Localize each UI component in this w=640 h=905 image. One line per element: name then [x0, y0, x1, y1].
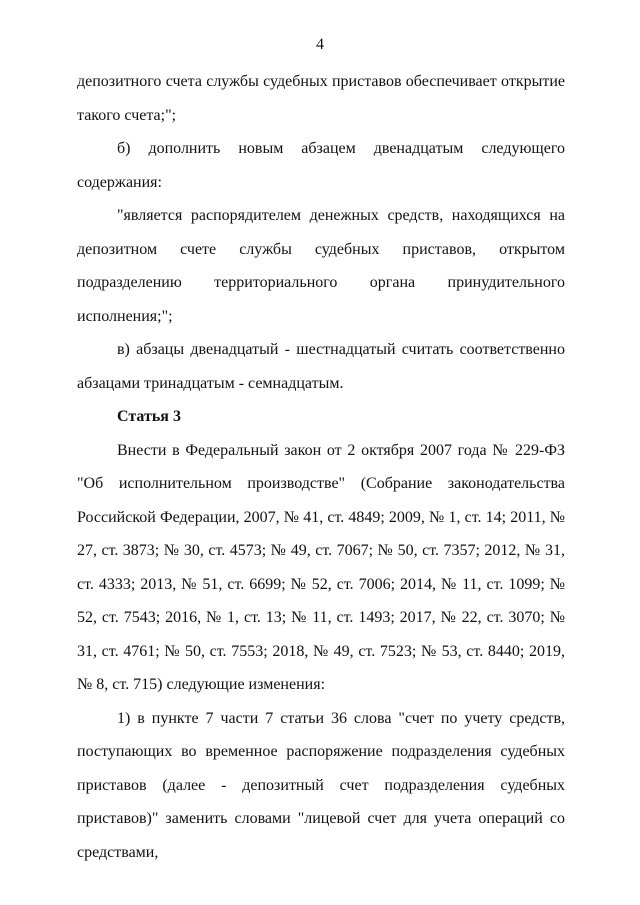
article-heading: Статья 3 [117, 408, 181, 425]
paragraph-quoted-text: "является распорядителем денежных средств, находящихся на депозитном счете службы судебных приставов, открытом подразделению территориального органа принудительного исполнения;"; [77, 207, 565, 325]
document-body [77, 65, 565, 869]
paragraph-article-intro: Внести в Федеральный закон от 2 октября 2007 года № 229-ФЗ "Об исполнительном производстве" (Собрание законодательства Российской Федерации, 2007, № 41, ст. 4849; 2009, № 1, ст. 14; 2011, № 27, ст. 3873; № 30, ст. 4573; № 49, ст. 7067; № 50, ст. 7357; 2012, № 31, ст. 4333; 2013, № 51, ст. 6699; № 52, ст. 7006; 2014, № 11, ст. 1099; № 52, ст. 7543; 2016, № 1, ст. 13; № 11, ст. 1493; 2017, № 22, ст. 3070; № 31, ст. 4761; № 50, ст. 7553; 2018, № 49, ст. 7523; № 53, ст. 8440; 2019, № 8, ст. 715) следующие изменения: [77, 441, 565, 693]
paragraph-amendment-v: в) абзацы двенадцатый - шестнадцатый считать соответственно абзацами тринадцатым - семнадцатым. [77, 341, 565, 392]
paragraph-item-1: 1) в пункте 7 части 7 статьи 36 слова "счет по учету средств, поступающих во временное распоряжение подразделения судебных приставов (далее - депозитный счет подразделения судебных приставов)" заменить словами "лицевой счет для учета операций со средствами, [77, 709, 565, 861]
page-number: 4 [316, 36, 324, 53]
paragraph-amendment-b: б) дополнить новым абзацем двенадцатым следующего содержания: [77, 140, 565, 191]
paragraph-continuation: депозитного счета службы судебных приставов обеспечивает открытие такого счета;"; [77, 73, 565, 124]
